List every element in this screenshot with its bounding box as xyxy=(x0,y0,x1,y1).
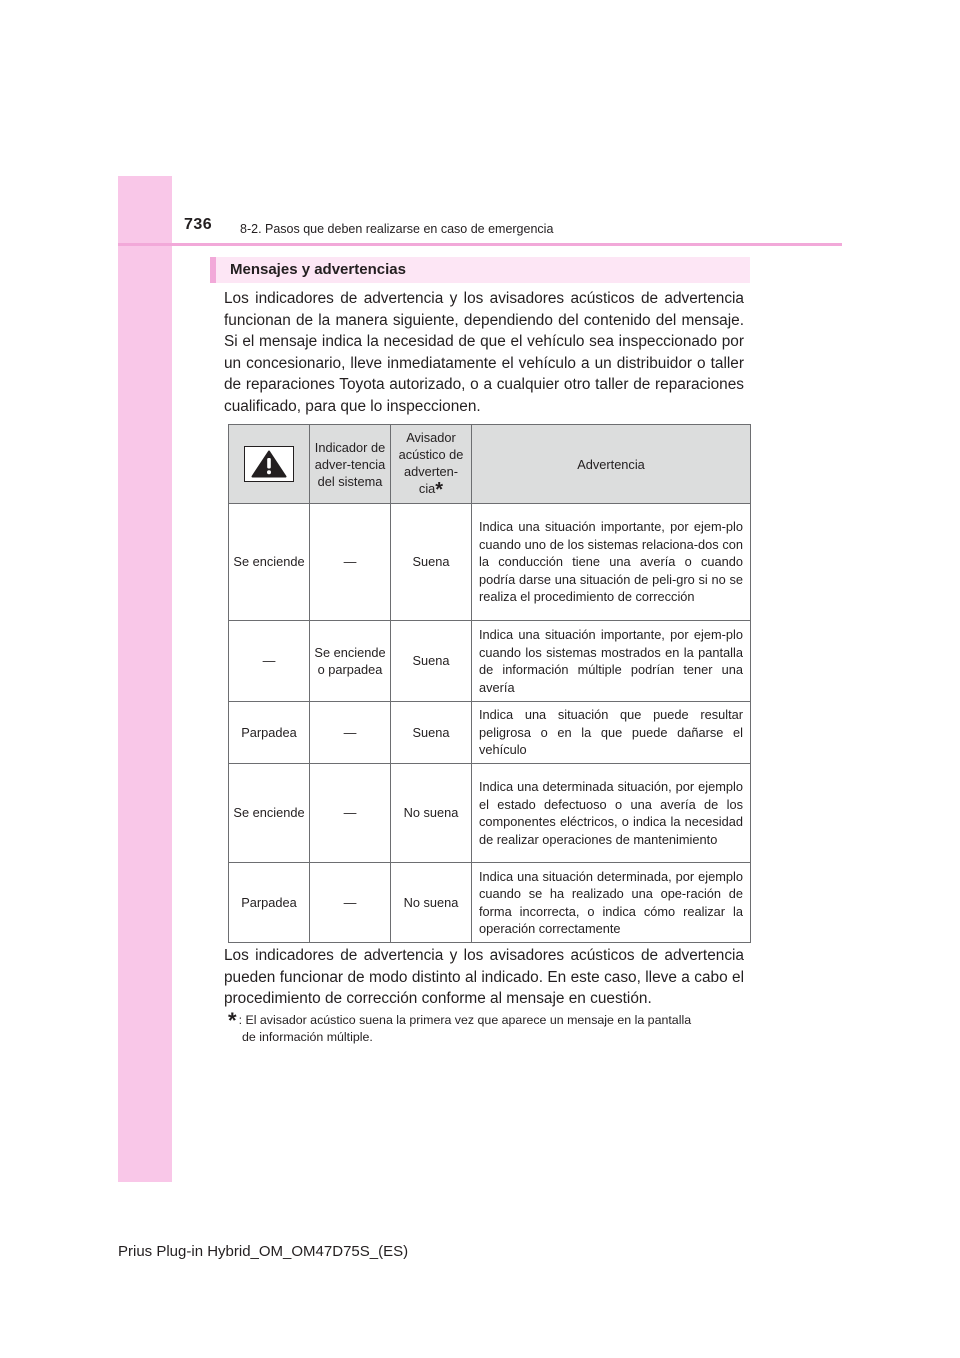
footnote-marker: * xyxy=(228,1008,237,1033)
cell-master: Se enciende xyxy=(229,764,310,863)
cell-master: Parpadea xyxy=(229,702,310,764)
footnote-line-1: : El avisador acústico suena la primera vez que aparece un mensaje en la pantalla xyxy=(238,1013,692,1027)
master-warning-box xyxy=(244,446,294,482)
footnote xyxy=(228,1008,746,1046)
cell-warning: Indica una situación que puede resultar peligrosa o en la que puede dañarse el vehículo xyxy=(472,702,751,764)
header-master-warning xyxy=(229,425,310,504)
header-buzzer-marker: * xyxy=(435,479,444,501)
warning-table xyxy=(228,424,751,943)
header-warning: Advertencia xyxy=(472,425,751,504)
page-number: 736 xyxy=(184,216,213,233)
cell-indicator: — xyxy=(310,702,391,764)
heading-bar xyxy=(210,257,750,283)
table-row xyxy=(229,702,751,764)
cell-buzzer: Suena xyxy=(391,621,472,702)
intro-paragraph: Los indicadores de advertencia y los avisadores acústicos de advertencia funcionan de la manera siguiente, dependiendo del contenido del mensaje. Si el mensaje indica la necesidad de que el vehículo sea inspeccionado por un concesionario, lleve inmediatamente el vehículo a un distribuidor o taller de reparaciones Toyota autorizado, o a cualquier otro taller de reparaciones cualificado, para que lo inspeccionen. xyxy=(224,290,744,415)
header-indicator: Indicador de adver-tencia del sistema xyxy=(310,425,391,504)
cell-master: Se enciende xyxy=(229,504,310,621)
after-table-paragraph: Los indicadores de advertencia y los avisadores acústicos de advertencia pueden funcionar de modo distinto al indicado. En este caso, lleve a cabo el procedimiento de corrección conforme al mensaje en cuestión. xyxy=(224,947,744,1007)
cell-master: Parpadea xyxy=(229,863,310,943)
section-title: 8-2. Pasos que deben realizarse en caso de emergencia xyxy=(240,222,554,236)
header-buzzer-text: Avisador acústico de adverten-cia xyxy=(398,430,464,496)
cell-warning: Indica una situación importante, por ejem-plo cuando los sistemas mostrados en la pantalla de información múltiple podrían tener una avería xyxy=(472,621,751,702)
cell-master: — xyxy=(229,621,310,702)
cell-indicator: — xyxy=(310,764,391,863)
cell-indicator: — xyxy=(310,504,391,621)
cell-buzzer: Suena xyxy=(391,504,472,621)
cell-warning: Indica una situación importante, por ejem-plo cuando uno de los sistemas relaciona-dos con la conducción tiene una avería o cuando podría darse una situación de peli-gro si no se realiza el procedimiento de corrección xyxy=(472,504,751,621)
table-row xyxy=(229,621,751,702)
warning-triangle-icon xyxy=(251,450,287,478)
cell-warning: Indica una situación determinada, por ejemplo cuando se ha realizado una ope-ración de forma incorrecta, o indica cómo realizar la operación correctamente xyxy=(472,863,751,943)
cell-warning: Indica una determinada situación, por ejemplo el estado defectuoso o una avería de los componentes eléctricos, o indica la necesidad de realizar operaciones de mantenimiento xyxy=(472,764,751,863)
cell-buzzer: Suena xyxy=(391,702,472,764)
side-tab-band xyxy=(118,176,172,1182)
table-row xyxy=(229,764,751,863)
header-buzzer xyxy=(391,425,472,504)
footnote-line-2: de información múltiple. xyxy=(242,1030,373,1044)
heading-text: Mensajes y advertencias xyxy=(230,261,406,278)
cell-indicator: Se enciende o parpadea xyxy=(310,621,391,702)
table-row xyxy=(229,504,751,621)
header-rule xyxy=(118,243,842,246)
cell-buzzer: No suena xyxy=(391,764,472,863)
table-row xyxy=(229,863,751,943)
cell-indicator: — xyxy=(310,863,391,943)
table-header-row xyxy=(229,425,751,504)
footer-document-id: Prius Plug-in Hybrid_OM_OM47D75S_(ES) xyxy=(118,1243,409,1260)
cell-buzzer: No suena xyxy=(391,863,472,943)
